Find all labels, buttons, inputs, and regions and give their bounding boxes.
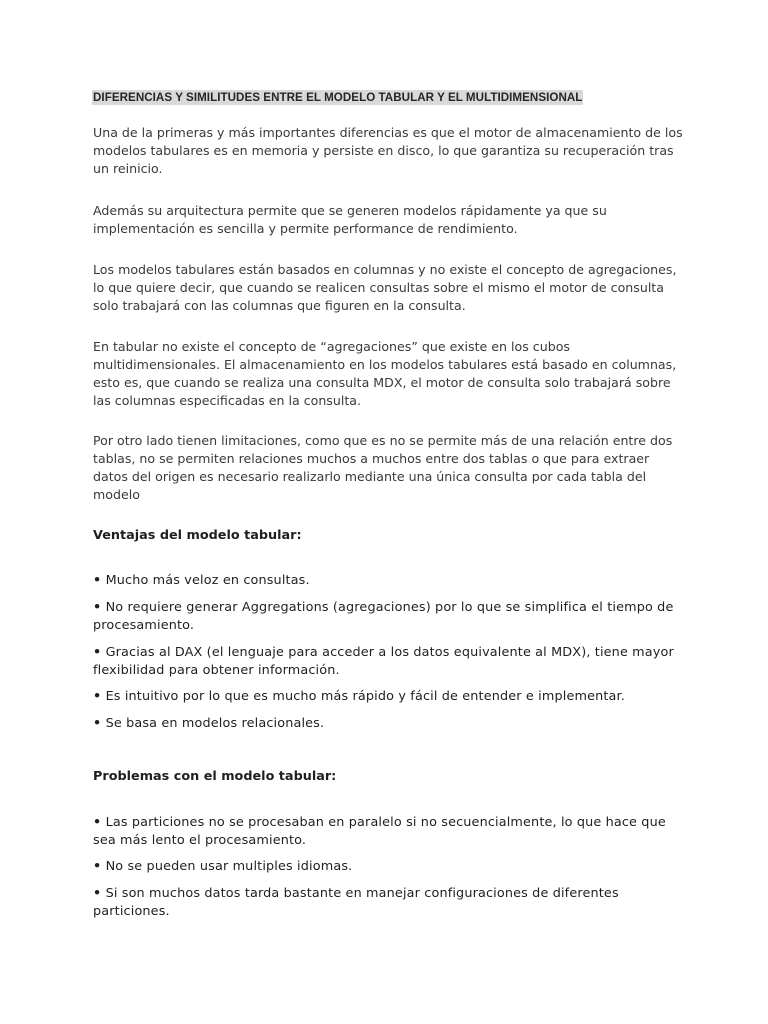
bullet-icon: • [93, 859, 102, 874]
paragraph-5: Por otro lado tienen limitaciones, como que es no se permite más de una relación entre dos tablas, no se permiten relaciones muchos a muchos entre dos tablas o que para extraer datos del origen es necesario realizarlo mediante una única consulta por cada tabla del modelo [93, 433, 673, 502]
advantage-item-text: Gracias al DAX (el lenguaje para acceder a los datos equivalente al MDX), tiene mayor flexibilidad para obtener información. [93, 645, 674, 678]
bullet-icon: • [93, 600, 102, 615]
advantage-item-2 [93, 599, 685, 635]
bullet-icon: • [93, 815, 102, 830]
problems-title: Problemas con el modelo tabular: [93, 769, 337, 784]
bullet-icon: • [93, 716, 102, 731]
bullet-icon: • [93, 645, 102, 660]
advantage-item-text: Es intuitivo por lo que es mucho más rápido y fácil de entender e implementar. [105, 689, 626, 704]
advantage-item-5 [93, 715, 685, 733]
bullet-icon: • [93, 689, 102, 704]
problem-item-1 [93, 814, 685, 850]
document-page [93, 86, 683, 919]
document-title: DIFERENCIAS Y SIMILITUDES ENTRE EL MODELO TABULAR Y EL MULTIDIMENSIONAL [93, 91, 583, 104]
problem-item-2 [93, 858, 685, 876]
paragraph-4: En tabular no existe el concepto de “agregaciones” que existe en los cubos multidimensionales. El almacenamiento en los modelos tabulares está basado en columnas, esto es, que cuando se realiza una consulta MDX, el motor de consulta solo trabajará sobre las columnas especificadas en la consulta. [93, 339, 677, 408]
bullet-icon: • [93, 573, 102, 588]
bullet-icon: • [93, 886, 102, 901]
advantages-title: Ventajas del modelo tabular: [93, 528, 302, 543]
problem-item-3 [93, 885, 685, 921]
advantage-item-4 [93, 688, 685, 706]
problem-item-text: Las particiones no se procesaban en paralelo si no secuencialmente, lo que hace que sea más lento el procesamiento. [93, 815, 666, 848]
problem-item-text: Si son muchos datos tarda bastante en manejar configuraciones de diferentes particiones. [93, 886, 619, 919]
paragraph-2: Además su arquitectura permite que se generen modelos rápidamente ya que su implementación es sencilla y permite performance de rendimiento. [93, 203, 607, 236]
advantage-item-text: No requiere generar Aggregations (agregaciones) por lo que se simplifica el tiempo de procesamiento. [93, 600, 674, 633]
paragraph-3: Los modelos tabulares están basados en columnas y no existe el concepto de agregaciones, lo que quiere decir, que cuando se realicen consultas sobre el mismo el motor de consulta solo trabajará con las columnas que figuren en la consulta. [93, 262, 677, 313]
paragraph-1: Una de la primeras y más importantes diferencias es que el motor de almacenamiento de los modelos tabulares es en memoria y persiste en disco, lo que garantiza su recuperación tras un reinicio. [93, 125, 683, 176]
advantage-item-text: Mucho más veloz en consultas. [105, 573, 310, 588]
advantage-item-1 [93, 572, 685, 590]
advantage-item-text: Se basa en modelos relacionales. [105, 716, 325, 731]
advantage-item-3 [93, 644, 685, 680]
problem-item-text: No se pueden usar multiples idiomas. [105, 859, 353, 874]
